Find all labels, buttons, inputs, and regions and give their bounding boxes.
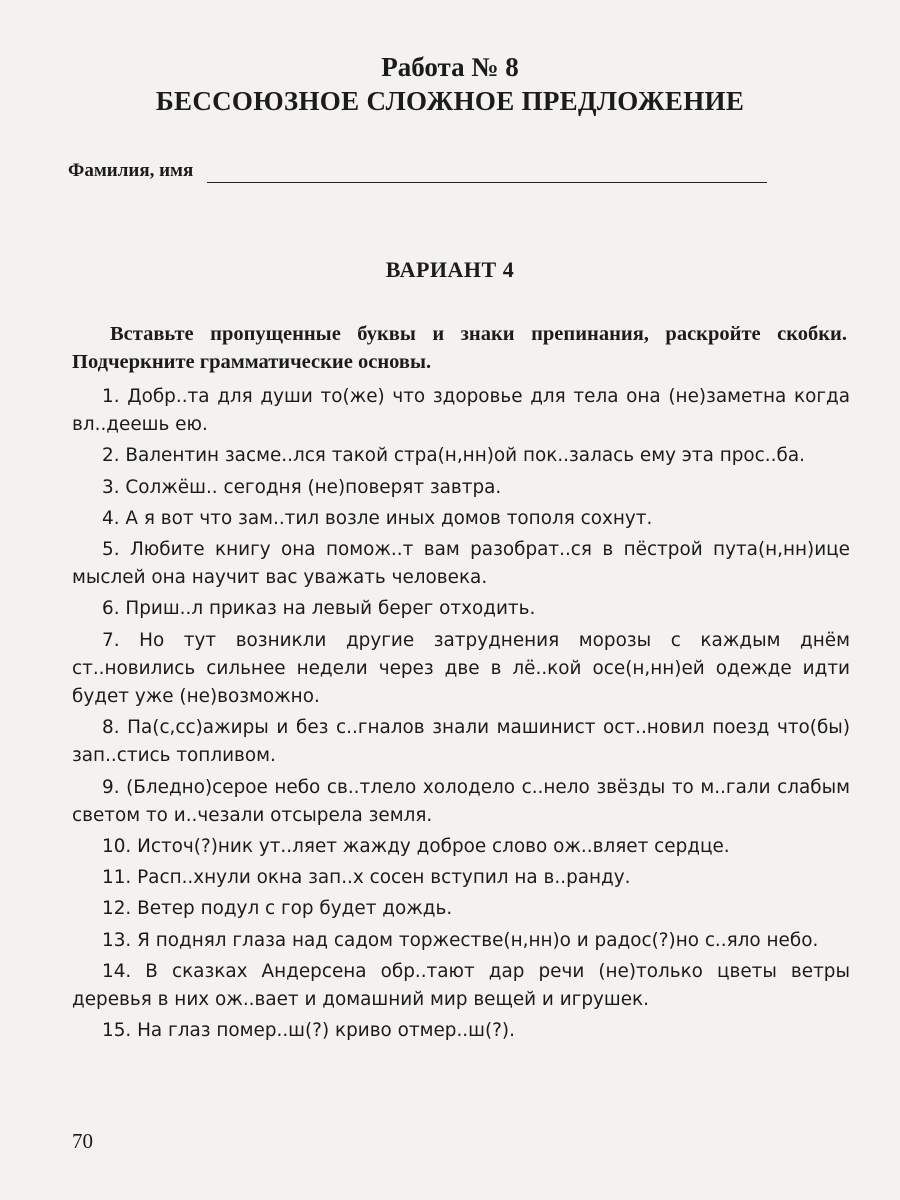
- page-number: 70: [72, 1129, 93, 1153]
- task-list: [72, 383, 850, 1048]
- topic-title: БЕССОЮЗНОЕ СЛОЖНОЕ ПРЕДЛОЖЕНИЕ: [155, 86, 745, 116]
- task-item: 4. А я вот что зам..тил возле иных домов тополя сохнут.: [102, 507, 653, 529]
- task-item: 14. В сказках Андерсена обр..тают дар речи (не)только цветы ветры деревья в них ож..вает и домашний мир вещей и игрушек.: [72, 960, 850, 1011]
- task-item: 7. Но тут возникли другие затруднения морозы с каждым днём ст..новились сильнее недели через две в лё..кой осе(н,нн)ей одежде идти будет уже (не)возможно.: [72, 629, 850, 708]
- name-field: [68, 153, 828, 183]
- header: [0, 50, 900, 118]
- instruction: Вставьте пропущенные буквы и знаки препинания, раскройте скобки. Подчеркните грамматические основы.: [72, 323, 847, 373]
- task-item: 9. (Бледно)серое небо св..тлело холодело с..нело звёзды то м..гали слабым светом то и..чезали отсырела земля.: [72, 776, 850, 826]
- task-item: 13. Я поднял глаза над садом торжестве(н,нн)о и радос(?)но с..яло небо.: [102, 929, 819, 951]
- task-item: 3. Солжёш.. сегодня (не)поверят завтра.: [102, 476, 502, 498]
- task-item: 11. Расп..хнули окна зап..х сосен вступил на в..ранду.: [102, 867, 631, 889]
- task-item: 12. Ветер подул с гор будет дождь.: [102, 898, 453, 920]
- task-item: 1. Добр..та для души то(же) что здоровье для тела она (не)заметна когда вл..деешь ею.: [72, 386, 850, 436]
- task-item: 5. Любите книгу она помож..т вам разобрат..ся в пёстрой пута(н,нн)ице мыслей она научит вас уважать человека.: [72, 539, 850, 589]
- name-field-label: Фамилия, имя: [68, 160, 194, 181]
- task-item: 2. Валентин засме..лся такой стра(н,нн)ой пок..залась ему эта прос..ба.: [102, 445, 805, 467]
- task-item: 15. На глаз помер..ш(?) криво отмер..ш(?).: [102, 1020, 515, 1042]
- task-item: 10. Источ(?)ник ут..ляет жажду доброе слово ож..вляет сердце.: [102, 836, 730, 858]
- task-item: 6. Приш..л приказ на левый берег отходить.: [102, 598, 536, 620]
- work-title: Работа № 8: [381, 52, 519, 82]
- variant-title: ВАРИАНТ 4: [385, 257, 515, 282]
- task-item: 8. Па(с,сс)ажиры и без с..гналов знали машинист ост..новил поезд что(бы) зап..стись топливом.: [72, 717, 850, 767]
- name-field-line[interactable]: [207, 164, 767, 183]
